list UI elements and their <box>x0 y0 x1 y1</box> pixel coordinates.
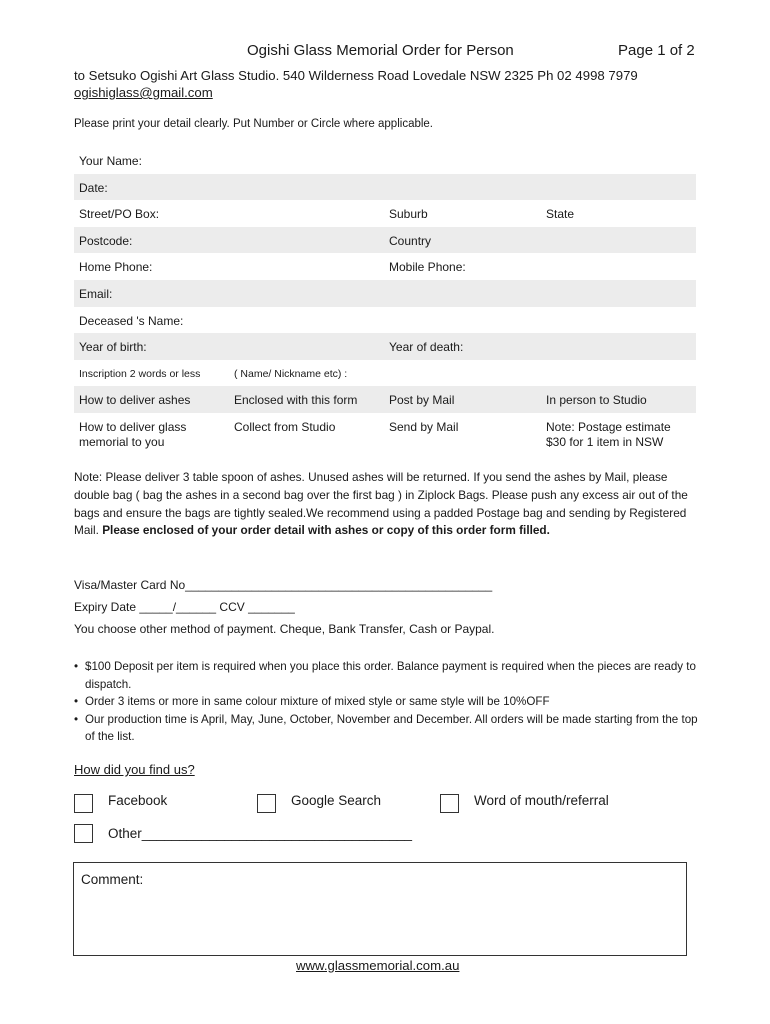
other-checkbox[interactable] <box>74 824 93 843</box>
ashes-delivery-label: How to deliver ashes <box>79 393 191 408</box>
terms-list <box>74 658 704 746</box>
email-link[interactable]: ogishiglass@gmail.com <box>74 85 213 100</box>
word-of-mouth-label: Word of mouth/referral <box>474 793 609 808</box>
word-of-mouth-checkbox[interactable] <box>440 794 459 813</box>
glass-delivery-label-line1: How to deliver glass <box>79 419 187 434</box>
street-label: Street/PO Box: <box>79 207 160 222</box>
postage-note-line1: Note: Postage estimate <box>546 419 671 434</box>
google-label: Google Search <box>291 793 382 808</box>
form-row-address[interactable] <box>74 200 696 227</box>
form-row-date[interactable] <box>74 174 696 201</box>
glass-delivery-label <box>79 420 186 450</box>
instructions: Please print your detail clearly. Put Number or Circle where applicable. <box>74 118 434 130</box>
studio-address: to Setsuko Ogishi Art Glass Studio. 540 Wilderness Road Lovedale NSW 2325 Ph 02 4998 7979 <box>74 68 638 83</box>
form-row-phone[interactable] <box>74 253 696 280</box>
form-row-ashes-delivery <box>74 386 696 413</box>
year-of-death-label: Year of death: <box>389 340 464 355</box>
form-row-name[interactable] <box>74 147 696 174</box>
your-name-label: Your Name: <box>79 154 142 168</box>
comment-box[interactable] <box>73 862 687 956</box>
form-row-years[interactable] <box>74 333 696 360</box>
ashes-option-in-person[interactable]: In person to Studio <box>546 393 647 408</box>
payment-methods: You choose other method of payment. Cheque, Bank Transfer, Cash or Paypal. <box>74 622 495 636</box>
card-number-field[interactable]: Visa/Master Card No______________________________________________ <box>74 578 493 592</box>
facebook-checkbox[interactable] <box>74 794 93 813</box>
inscription-label: Inscription 2 words or less <box>79 367 201 380</box>
google-checkbox[interactable] <box>257 794 276 813</box>
form-row-inscription[interactable] <box>74 360 696 387</box>
website-link[interactable]: www.glassmemorial.com.au <box>296 958 460 973</box>
ashes-note-text: Note: Please deliver 3 table spoon of ashes. Unused ashes will be returned. If you send the ashes by Mail, please double bag ( bag the ashes in a second bag over the first bag ) in Ziplock Bags. Please push any excess air out of the bags and ensure the bags are tightly sealed.We recommend using a padded Postage bag and sending by Registered Mail. <box>74 470 688 538</box>
inscription-hint: ( Name/ Nickname etc) : <box>234 367 348 380</box>
postage-note-line2: $30 for 1 item in NSW <box>546 434 664 449</box>
postage-note <box>546 420 671 450</box>
order-form-table <box>74 147 696 459</box>
suburb-label: Suburb <box>389 207 428 222</box>
form-row-glass-delivery <box>74 413 696 459</box>
glass-option-collect[interactable]: Collect from Studio <box>234 419 336 434</box>
mobile-phone-label: Mobile Phone: <box>389 260 466 275</box>
date-label: Date: <box>79 180 108 195</box>
list-item: • Our production time is April, May, June, October, November and December. All orders will be made starting from the top of the list. <box>74 711 704 746</box>
glass-delivery-label-line2: memorial to you <box>79 434 165 449</box>
list-item: • Order 3 items or more in same colour mixture of mixed style or same style will be 10%OFF <box>74 693 704 711</box>
year-of-birth-label: Year of birth: <box>79 340 147 355</box>
survey-question: How did you find us? <box>74 762 195 777</box>
ashes-note <box>74 469 699 540</box>
home-phone-label: Home Phone: <box>79 260 153 275</box>
page-title: Ogishi Glass Memorial Order for Person <box>247 42 514 59</box>
email-label: Email: <box>79 286 113 301</box>
state-label: State <box>546 207 575 222</box>
facebook-label: Facebook <box>108 793 168 808</box>
ashes-note-bold: Please enclosed of your order detail with ashes or copy of this order form filled. <box>102 523 550 538</box>
postcode-label: Postcode: <box>79 233 133 248</box>
glass-option-mail[interactable]: Send by Mail <box>389 419 459 434</box>
deceased-name-label: Deceased 's Name: <box>79 313 184 328</box>
form-row-postcode[interactable] <box>74 227 696 254</box>
list-item: • $100 Deposit per item is required when you place this order. Balance payment is required when the pieces are ready to dispatch. <box>74 658 704 693</box>
comment-label: Comment: <box>81 872 144 887</box>
ashes-option-enclosed[interactable]: Enclosed with this form <box>234 393 358 408</box>
page-number: Page 1 of 2 <box>618 42 695 59</box>
expiry-ccv-field[interactable]: Expiry Date _____/______ CCV _______ <box>74 600 295 614</box>
other-field[interactable]: Other____________________________________ <box>108 826 413 841</box>
form-row-deceased[interactable] <box>74 307 696 334</box>
form-row-email[interactable] <box>74 280 696 307</box>
ashes-option-post[interactable]: Post by Mail <box>389 393 455 408</box>
country-label: Country <box>389 233 432 248</box>
